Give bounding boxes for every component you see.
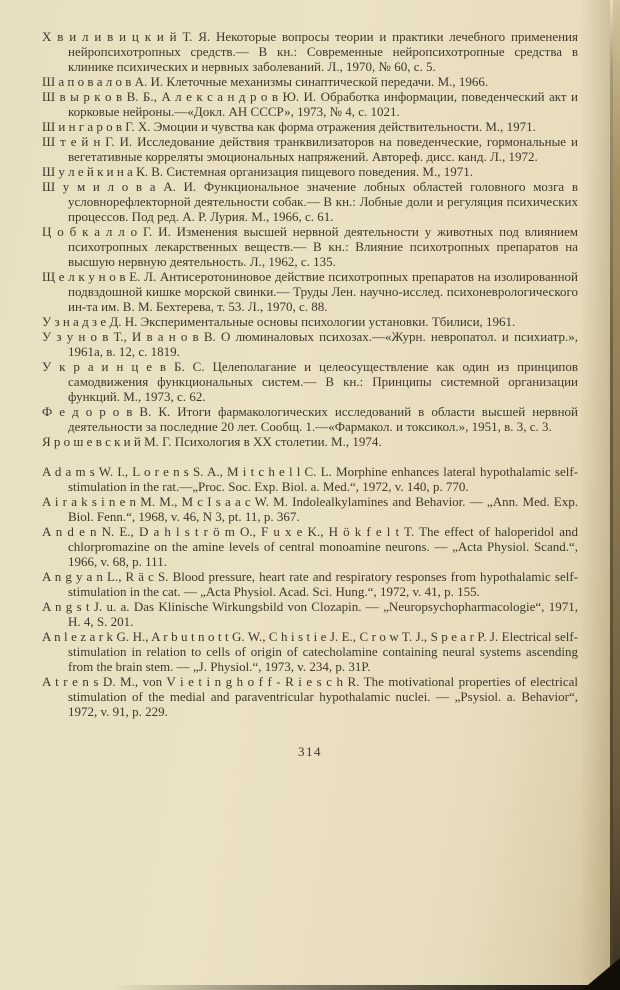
bibliography-entry-text: Ш а п о в а л о в А. И. Клеточные механизмы синаптической передачи. М., 1966. bbox=[42, 74, 489, 89]
bibliography-entry-text: У з у н о в Т., И в а н о в В. О люминаловых психозах.—«Журн. невропатол. и психиатр.», 1961а, в. 12, с. 1819. bbox=[42, 329, 578, 359]
bibliography-entry bbox=[42, 224, 578, 269]
bibliography-latin-section bbox=[42, 464, 578, 719]
bibliography-entry-text: A t r e n s D. M., von V i e t i n g h o f f - R i e s c h R. The motivational properties of electrical stimulation of the medial and paraventricular hypothalamic nuclei. — „Psysiol. a. Behavior“, 1972, v. 91, p. 229. bbox=[42, 674, 578, 719]
bibliography-entry bbox=[42, 629, 578, 674]
bibliography-entry-text: A d a m s W. I., L o r e n s S. A., M i t c h e l l C. L. Morphine enhances lateral hypothalamic self-stimulation in the rat.—„Proc. Soc. Exp. Biol. a. Med.“, 1972, v. 140, p. 770. bbox=[42, 464, 578, 494]
bibliography-entry-text: A i r a k s i n e n M. M., M c I s a a c W. M. Indolealkylamines and Behavior. — „Ann. Med. Exp. Biol. Fenn.“, 1968, v. 46, N 3, pt. 11, p. 367. bbox=[42, 494, 578, 524]
bibliography-entry-text: Ш у л е й к и н а К. В. Системная организация пищевого поведения. М., 1971. bbox=[42, 164, 473, 179]
page-edge-band bbox=[613, 0, 620, 990]
scan-corner-shadow bbox=[582, 958, 620, 990]
bibliography-entry bbox=[42, 434, 578, 449]
bibliography-entry bbox=[42, 464, 578, 494]
bibliography-entry-text: Ш и н г а р о в Г. Х. Эмоции и чувства как форма отражения действительности. М., 1971. bbox=[42, 119, 536, 134]
bibliography-entry bbox=[42, 134, 578, 164]
bibliography-entry-text: Ф е д о р о в В. К. Итоги фармакологических исследований в области высшей нервной деятельности за последние 20 лет. Сообщ. 1.—«Фармакол. и токсикол.», 1951, в. 3, с. 3. bbox=[42, 404, 578, 434]
bibliography-entry bbox=[42, 524, 578, 569]
bibliography-entry bbox=[42, 164, 578, 179]
bibliography-entry bbox=[42, 599, 578, 629]
bibliography-entry bbox=[42, 119, 578, 134]
bibliography-entry bbox=[42, 29, 578, 74]
bibliography-entry-text: Ш т е й н Г. И. Исследование действия транквилизаторов на поведенческие, гормональные и вегетативные корреляты эмоциональных напряжений. Автореф. дисс. канд. Л., 1972. bbox=[42, 134, 578, 164]
bibliography-entry bbox=[42, 74, 578, 89]
page-edge-line bbox=[610, 0, 613, 990]
bibliography-entry-text: Щ е л к у н о в Е. Л. Антисеротониновое действие психотропных препаратов на изолированной подвздошной кишке морской свинки.— Труды Лен. научно-исслед. психоневрологического ин-та им. В. М. Бехтерева, т. 53. Л., 1970, с. 88. bbox=[42, 269, 578, 314]
bibliography-entry-text: Ш у м и л о в а А. И. Функциональное значение лобных областей головного мозга в условнорефлекторной деятельности собак.— В кн.: Лобные доли и регуляция психических процессов. Под ред. А. Р. Лурия. М., 1966, с. 61. bbox=[42, 179, 578, 224]
page-number: 314 bbox=[298, 744, 322, 759]
bibliography-entry-text: Я р о ш е в с к и й М. Г. Психология в XX столетии. М., 1974. bbox=[42, 434, 382, 449]
bibliography bbox=[42, 29, 578, 759]
bibliography-entry bbox=[42, 359, 578, 404]
bibliography-entry-text: A n d e n N. E., D a h l s t r ö m O., F u x e K., H ö k f e l t T. The effect of haloperidol and chlorpromazine on the amine levels of central monoamine neurons. — „Acta Physiol. Scand.“, 1966, v. 68, p. 111. bbox=[42, 524, 578, 569]
bibliography-entry-text: Ш в ы р к о в В. Б., А л е к с а н д р о в Ю. И. Обработка информации, поведенческий акт и корковые нейроны.—«Докл. АН СССР», 1973, № 4, с. 1021. bbox=[42, 89, 578, 119]
bibliography-entry bbox=[42, 569, 578, 599]
bibliography-cyrillic-section bbox=[42, 29, 578, 449]
page-edge-shadow bbox=[580, 0, 610, 990]
bibliography-entry bbox=[42, 179, 578, 224]
bibliography-entry bbox=[42, 89, 578, 119]
bibliography-entry-text: Х в и л и в и ц к и й Т. Я. Некоторые вопросы теории и практики лечебного применения нейропсихотропных средств.— В кн.: Современные нейропсихотропные средства в клинике психических и нервных заболеваний. Л., 1970, № 60, с. 5. bbox=[42, 29, 578, 74]
bibliography-entry bbox=[42, 269, 578, 314]
bibliography-entry bbox=[42, 494, 578, 524]
bibliography-entry-text: A n l e z a r k G. H., A r b u t n o t t G. W., C h i s t i e J. E., C r o w T. J., S p e a r P. J. Electrical self-stimulation in relation to cells of origin of catecholamine containing neural systems ascending from the brain stem. — „J. Physiol.“, 1973, v. 234, p. 31P. bbox=[42, 629, 578, 674]
bibliography-entry-text: Ц о б к а л л о Г. И. Изменения высшей нервной деятельности у животных под влиянием психотропных лекарственных веществ.— В кн.: Влияние психотропных препаратов на высшую нервную деятельность. Л., 1962, с. 135. bbox=[42, 224, 578, 269]
scan-bottom-edge bbox=[0, 985, 620, 990]
bibliography-entry bbox=[42, 404, 578, 434]
bibliography-entry-text: У к р а и н ц е в Б. С. Целеполагание и целеосуществление как один из принципов самодвижения функциональных систем.— В кн.: Принципы системной организации функций. М., 1973, с. 62. bbox=[42, 359, 578, 404]
bibliography-entry bbox=[42, 329, 578, 359]
bibliography-entry-text: A n g y a n L., R ä c S. Blood pressure, heart rate and respiratory responses from hypothalamic self-stimulation in the cat. — „Acta Physiol. Acad. Sci. Hung.“, 1972, v. 41, p. 155. bbox=[42, 569, 578, 599]
bibliography-entry bbox=[42, 674, 578, 719]
bibliography-entry bbox=[42, 314, 578, 329]
bibliography-entry-text: A n g s t J. u. a. Das Klinische Wirkungsbild von Clozapin. — „Neuropsychopharmacologie“, 1971, H. 4, S. 201. bbox=[42, 599, 578, 629]
bibliography-entry-text: У з н а д з е Д. Н. Экспериментальные основы психологии установки. Тбилиси, 1961. bbox=[42, 314, 516, 329]
